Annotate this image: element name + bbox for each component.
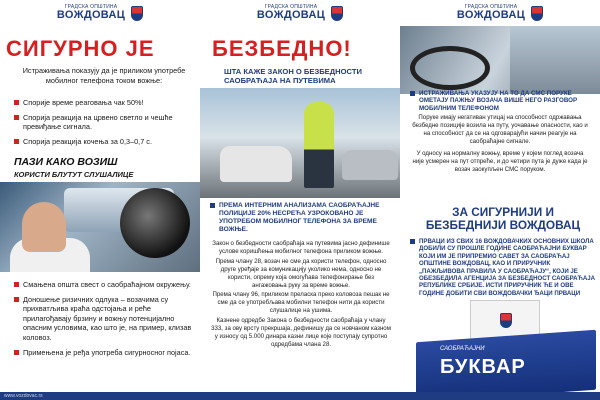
bullet-square-icon xyxy=(14,139,19,144)
effects-list xyxy=(14,98,198,151)
logo-small-text: ГРАДСКА ОПШТИНА xyxy=(64,4,118,10)
logo-small-text: ГРАДСКА ОПШТИНА xyxy=(264,4,318,10)
driver-photo xyxy=(0,182,200,272)
bluetooth-subheading: КОРИСТИ БЛУТУТ СЛУШАЛИЦЕ xyxy=(14,170,134,179)
first-graders-bullet: ПРВАЦИ ИЗ СВИХ 16 ВОЖДОВАЧКИХ ОСНОВНИХ ШКОЛА ДОБИЛИ СУ ПРОШЛЕ ГОДИНЕ САОБРАЋАЈНИ БУКВАР КОЈИ ИМ ЈЕ ПРИПРЕМИО САВЕТ ЗА САОБРАЋАЈ ОПШТИНЕ ВОЖДОВАЦ, КАО И ПРИРУЧНИК „ПАЖЉИВОВА ПРАВИЛА У САОБРАЋАЈУ“, КОЈИ ЈЕ ОБЕЗБЕДИЛА АГЕНЦИЈА ЗА БЕЗБЕДНОСТ САОБРАЋАЈА РЕПУБЛИКЕ СРБИЈЕ. ИСТИ ПРИРУЧНИК ЋЕ И ОВЕ ГОДИНЕ ДОБИТИ СВИ ВОЖДОВАЧКИ ЂАЦИ ПРВАЦИ xyxy=(410,238,596,297)
bullet-square-icon xyxy=(14,115,19,120)
book-subtitle: САОБРАЋАЈНИ xyxy=(440,346,485,352)
headset-icon xyxy=(120,188,190,258)
crest-icon xyxy=(500,313,512,328)
bullet-square-icon xyxy=(410,239,415,244)
drive-carefully-heading: ПАЗИ КАКО ВОЗИШ xyxy=(14,156,118,168)
list-item: Доношење ризичних одлука – возачима су прихватљива краћа одстојања и реће прилагођавају брзину и вожњу потенцијално опасним условима, као што је, на пример, клизав коловоз. xyxy=(14,295,198,343)
book-title: БУКВАР xyxy=(440,356,526,378)
bullet-square-icon xyxy=(14,297,19,302)
sms-driver-photo xyxy=(400,26,600,94)
sms-body-text: Поруке имају негативан утицај на способност одржавања безбедне позиције возила на путу, уочавање опасности, као и на способност да се на одговарајући начин реагује на саобраћајне сигнале. У односу на нормалну вожњу, време у којем поглед возача није усмерен на пут отпреће, и до четири пута је дуже када је возач заокупљен СМС поруком. xyxy=(412,114,588,173)
intro-text: Истраживања показују да је приликом употребе мобилног телефона током вожње: xyxy=(22,66,186,85)
safer-vozdovac-heading: ЗА СИГУРНИЈИ И БЕЗБЕДНИЈИ ВОЖДОВАЦ xyxy=(425,205,581,232)
list-item: Спорија реакција кочења за 0,3–0,7 с. xyxy=(14,137,198,147)
list-item: Спорије време реаговања чак 50%! xyxy=(14,98,198,108)
bullet-square-icon xyxy=(14,100,19,105)
bullet-square-icon xyxy=(14,350,19,355)
footer-bar xyxy=(0,392,600,400)
logo-big-text: ВОЖДОВАЦ xyxy=(56,9,126,21)
law-subheading: ШТА КАЖЕ ЗАКОН О БЕЗБЕДНОСТИ САОБРАЋАЈА НА ПУТЕВИМА xyxy=(224,67,362,85)
logo-big-text: ВОЖДОВАЦ xyxy=(256,9,326,21)
header-logo xyxy=(400,0,600,26)
header-logo xyxy=(0,0,200,26)
list-item: Спорија реакција на црвено светло и чешће превиђање сигнала. xyxy=(14,113,198,132)
risks-list xyxy=(14,280,198,362)
sms-research-bullet: ИСТРАЖИВАЊА УКАЗУЈУ НА ТО ДА СМС ПОРУКЕ ОМЕТАЈУ ПАЖЊУ ВОЗАЧА ВИШЕ НЕГО РАЗГОВОР МОБИЛНИМ ТЕЛЕФОНОМ xyxy=(410,90,590,112)
title-middle: БЕЗБЕДНО! xyxy=(212,36,352,61)
law-body-text: Закон о безбедности саобраћаја на путевима јасно дефинише услове коришћења мобилног телефона приликом вожње. Према члану 28, возач не сме да користи телефон, односно друге уређаје за комуникацију уколико нема, односно не користи, опрему која омогућава телефонирање без ангажовања руку за време вожње. Према члану 96, приликом преласка преко коловоза пешак не сме да се употребљава мобилни телефон нити да користи слушалице на ушима. Казнене одредбе Закона о безбедности саобраћаја у члану 333, за ову врсту прекршаја, дефинишу да се новчаном казном у износу од 5.000 динара казни лице које поступају супротно одредбама члана 28. xyxy=(211,240,391,348)
footer-url: www.vozdovac.rs xyxy=(4,393,43,399)
accident-stat-bullet: ПРЕМА ИНТЕРНИМ АНАЛИЗАМА САОБРАЋАЈНЕ ПОЛИЦИЈЕ 20% НЕСРЕЋА УЗРОКОВАНО ЈЕ УПОТРЕБОМ МОБИЛНОГ ТЕЛЕФОНА ЗА ВРЕМЕ ВОЖЊЕ. xyxy=(210,202,396,234)
bullet-square-icon xyxy=(410,91,415,96)
header-logo xyxy=(200,0,400,26)
logo-big-text: ВОЖДОВАЦ xyxy=(456,9,526,21)
list-item: Смањена општа свест о саобраћајном окружењу. xyxy=(14,280,198,290)
title-left: СИГУРНО ЈЕ xyxy=(6,36,155,61)
bullet-square-icon xyxy=(14,282,19,287)
list-item: Примењена је ређа употреба сигурносног појаса. xyxy=(14,348,198,358)
crest-icon xyxy=(331,6,343,21)
crest-icon xyxy=(531,6,543,21)
steering-wheel-icon xyxy=(410,46,490,90)
crest-icon xyxy=(131,6,143,21)
logo-small-text: ГРАДСКА ОПШТИНА xyxy=(464,4,518,10)
bullet-square-icon xyxy=(210,203,215,208)
police-photo xyxy=(200,88,400,198)
